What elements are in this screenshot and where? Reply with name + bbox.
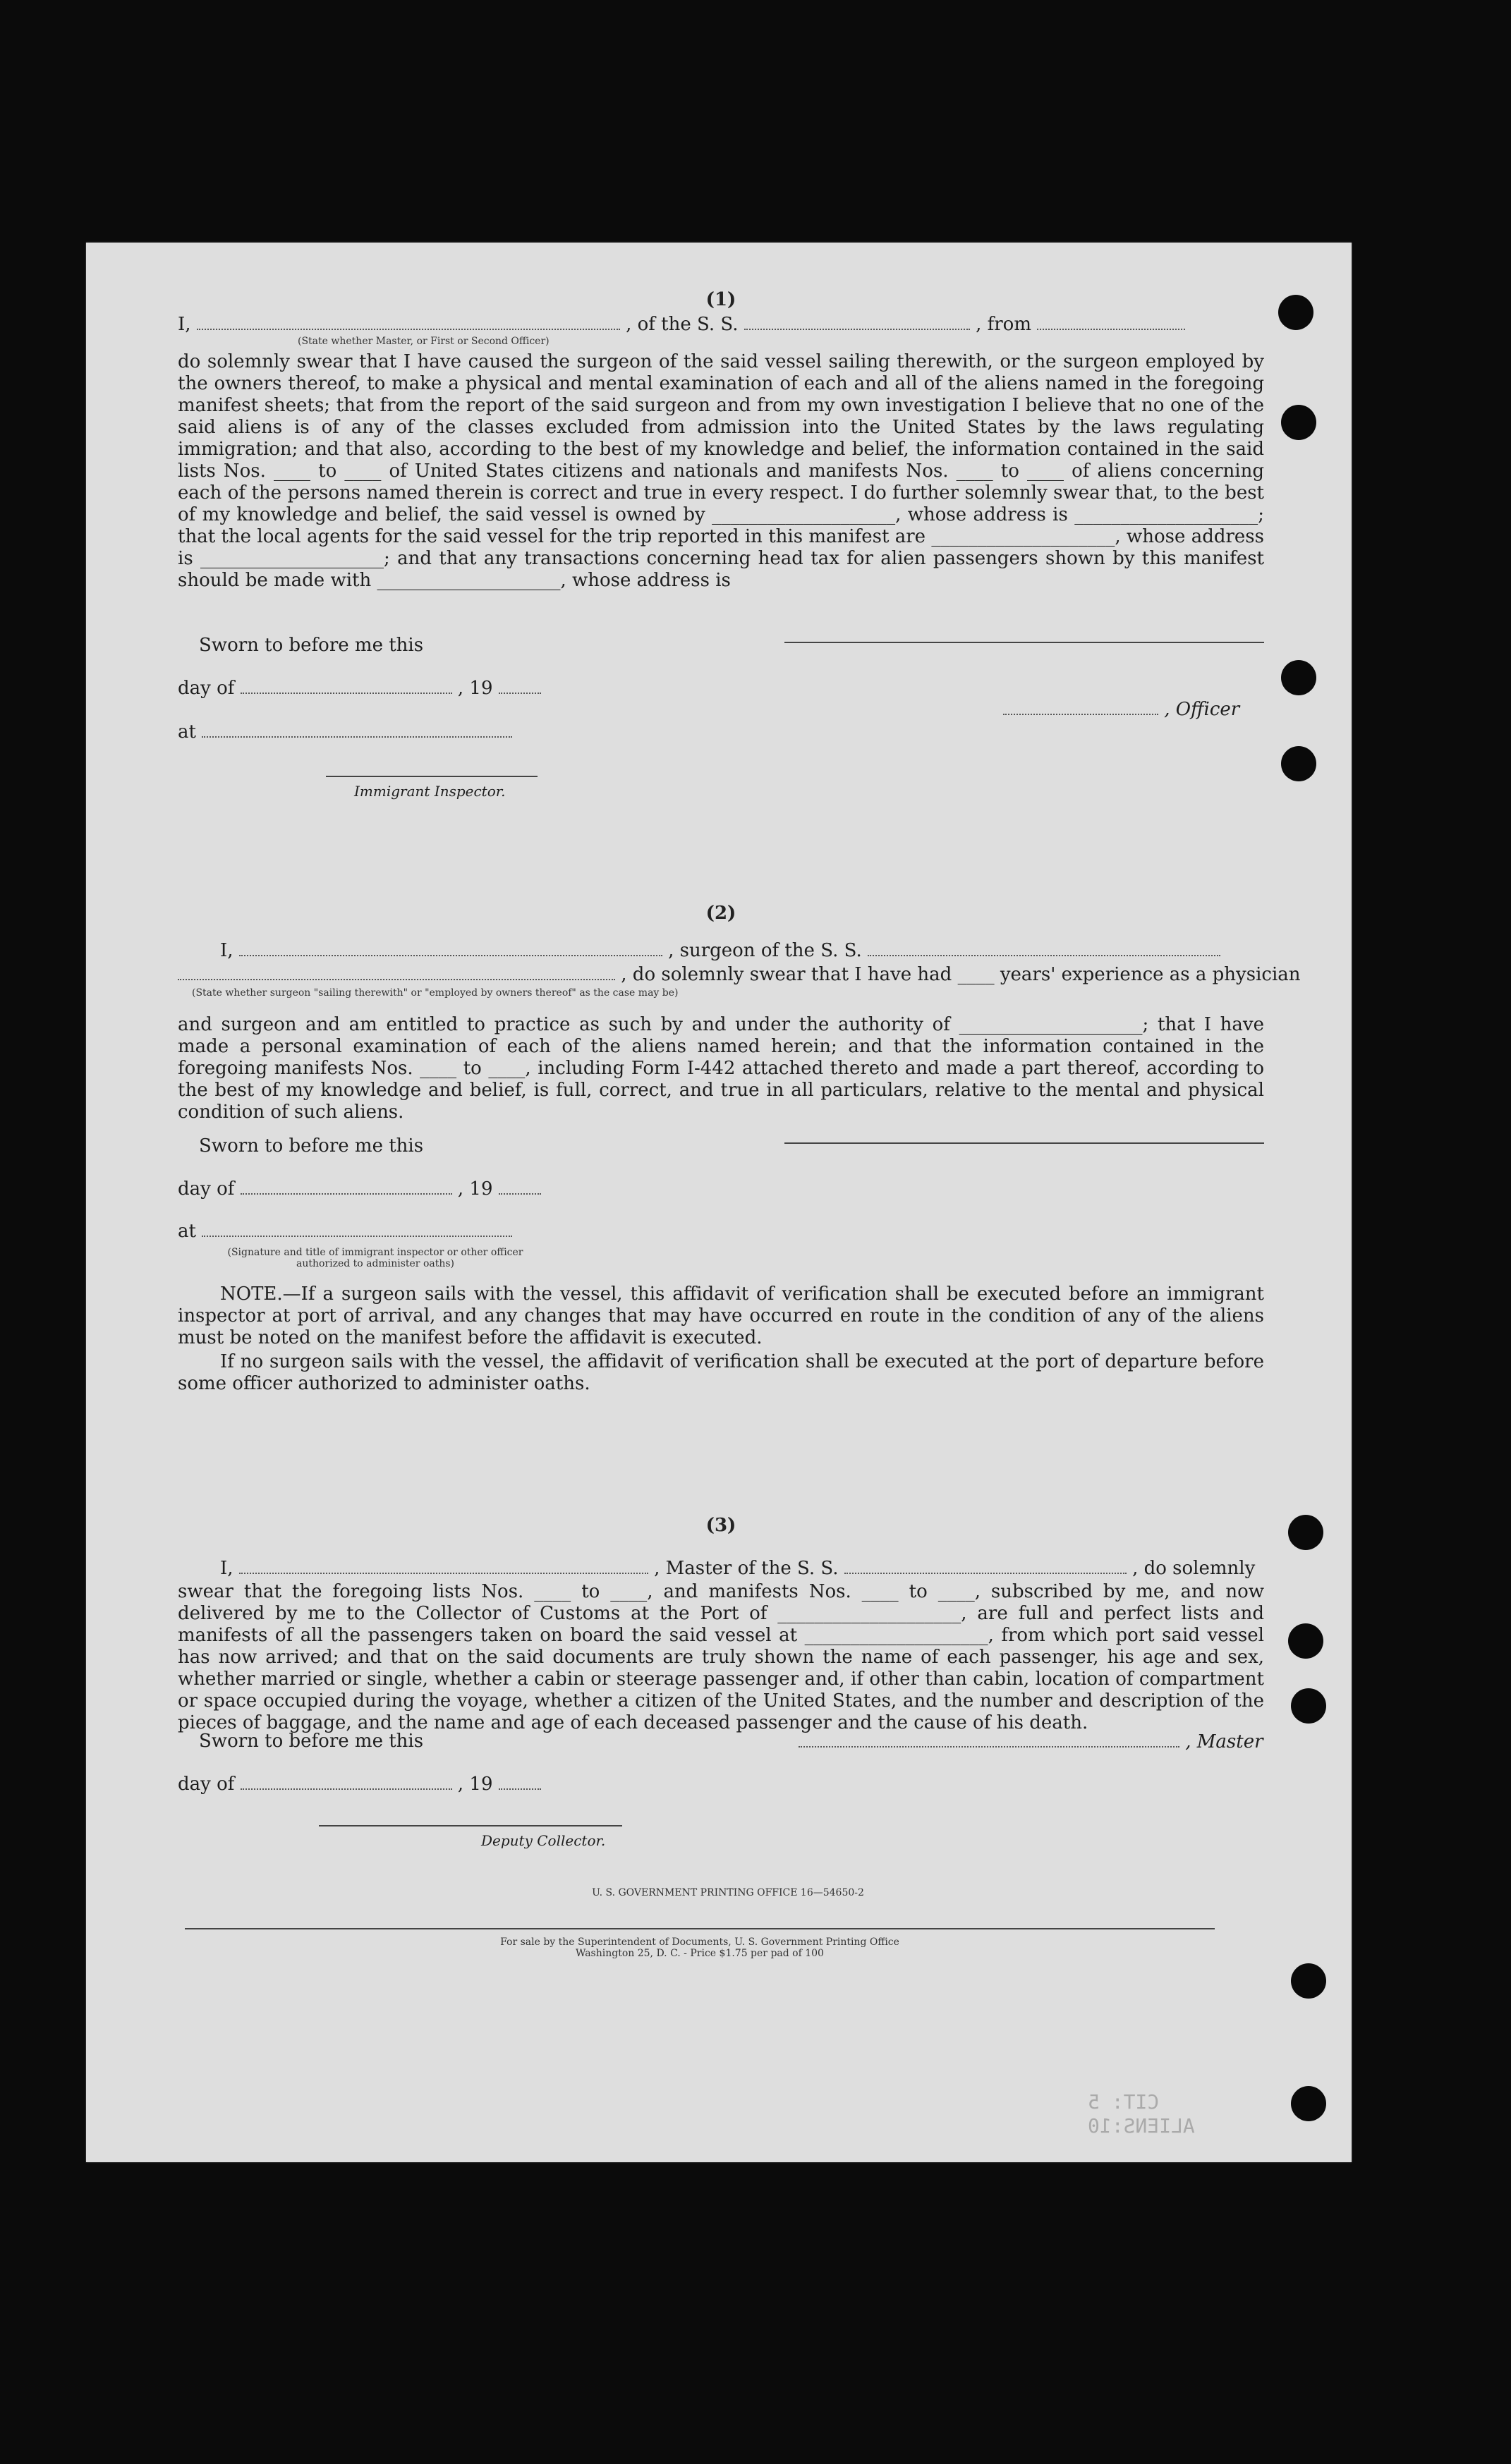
vessel-name-blank[interactable] xyxy=(744,313,970,330)
section-3-line1 xyxy=(220,1557,1255,1579)
binder-hole xyxy=(1291,2086,1326,2121)
day-of-3-label: day of xyxy=(178,1774,235,1795)
gpo-line: U. S. GOVERNMENT PRINTING OFFICE 16—54650-2 xyxy=(592,1887,864,1898)
note-1: NOTE.—If a surgeon sails with the vessel, this affidavit of verification shall be executed before an immigrant inspector at port of arrival, and any changes that may have occurred en route in the condition of any of the aliens must be noted on the manifest before the affidavit is executed. xyxy=(178,1283,1264,1348)
year-3-label: , 19 xyxy=(457,1774,493,1795)
surgeon-label: , surgeon of the S. S. xyxy=(668,940,862,961)
binder-hole xyxy=(1288,1515,1323,1550)
bleed-cit: CIT: 5 xyxy=(1088,2090,1160,2114)
surgeon-name-blank[interactable] xyxy=(239,939,662,956)
binder-hole xyxy=(1291,1963,1326,1999)
sale-line-2: Washington 25, D. C. - Price $1.75 per pad of 100 xyxy=(576,1948,824,1959)
i-label-2: I, xyxy=(220,940,233,961)
i-label-3: I, xyxy=(220,1558,233,1579)
surgeon-status-blank[interactable] xyxy=(178,963,615,980)
collector-rule xyxy=(319,1825,622,1826)
officer-1-label: , Officer xyxy=(1164,699,1240,720)
binder-hole xyxy=(1278,295,1313,330)
officer-name-blank[interactable] xyxy=(197,313,620,330)
master-vessel-blank[interactable] xyxy=(844,1557,1127,1574)
master-name-blank[interactable] xyxy=(239,1557,648,1574)
day-of-1-label: day of xyxy=(178,678,235,699)
inspector-rule xyxy=(326,776,538,777)
sig-note: (Signature and title of immigrant inspector or other officer authorized to administer oaths) xyxy=(227,1247,523,1269)
section-1-line1-note: (State whether Master, or First or Second Officer) xyxy=(298,336,550,347)
day-of-2 xyxy=(178,1178,541,1200)
at-2-blank[interactable] xyxy=(202,1220,512,1237)
section-2-line2 xyxy=(178,963,1301,985)
year-1-label: , 19 xyxy=(457,678,493,699)
at-2 xyxy=(178,1220,512,1242)
experience-label: , do solemnly swear that I have had ____ years' experience as a physician xyxy=(621,964,1301,985)
binder-hole xyxy=(1291,1688,1326,1724)
sworn-2 xyxy=(199,1135,423,1157)
officer-1-blank[interactable] xyxy=(1003,698,1158,715)
manifest-page xyxy=(86,243,1352,2162)
binder-hole xyxy=(1288,1623,1323,1659)
master-ss-label: , Master of the S. S. xyxy=(654,1558,839,1579)
section-1-line1 xyxy=(178,313,1185,335)
day-of-3-blank[interactable] xyxy=(241,1773,452,1790)
year-2-blank[interactable] xyxy=(499,1178,541,1195)
footer-rule xyxy=(185,1928,1215,1929)
collector-label: Deputy Collector. xyxy=(481,1832,606,1849)
day-of-1-blank[interactable] xyxy=(241,677,452,694)
binder-hole xyxy=(1281,660,1316,695)
at-1 xyxy=(178,721,512,743)
master-signature-blank[interactable] xyxy=(799,1731,1179,1748)
section-3 xyxy=(178,1515,1264,2008)
sworn-1-right-rule xyxy=(784,642,1264,643)
at-1-blank[interactable] xyxy=(202,721,512,738)
section-1-body: do solemnly swear that I have caused the surgeon of the said vessel sailing therewith, or the surgeon employed by the owners thereof, to make a physical and mental examination of each and all of the aliens named in the foregoing manifest sheets; that from the report of the said surgeon and from my own investigation I believe that no one of the said aliens is of any of the classes excluded from admission into the United States by the laws regulating immigration; and that also, according to the best of my knowledge and belief, the information contained in the said lists Nos. ____ to ____ of United States citizens and nationals and manifests Nos. ____ to ____ of aliens concerning each of the persons named therein is correct and true in every respect. I do further solemnly swear that, to the best of my knowledge and belief, the said vessel is owned by ____________________, whose address is ____________________; that the local agents for the said vessel for the trip reported in this manifest are ____________________, whose address is ____________________; and that any transactions concerning head tax for alien passengers shown by this manifest should be made with ____________________, whose address is xyxy=(178,351,1264,591)
binder-hole xyxy=(1281,746,1316,781)
section-2-number: (2) xyxy=(705,903,736,924)
day-of-1 xyxy=(178,677,541,699)
master-label: , Master xyxy=(1185,1731,1263,1752)
from-label: , from xyxy=(976,314,1031,335)
sworn-3-label: Sworn to before me this xyxy=(199,1731,424,1752)
note-2: If no surgeon sails with the vessel, the affidavit of verification shall be executed at the port of departure before some officer authorized to administer oaths. xyxy=(178,1351,1264,1394)
i-label: I, xyxy=(178,314,191,335)
section-2-line2-note: (State whether surgeon "sailing therewith" or "employed by owners thereof" as the case may be) xyxy=(192,987,679,999)
sworn-3 xyxy=(199,1731,423,1752)
inspector-label: Immigrant Inspector. xyxy=(354,783,506,800)
section-3-number: (3) xyxy=(705,1515,736,1536)
sworn-2-label: Sworn to before me this xyxy=(199,1135,424,1157)
at-1-label: at xyxy=(178,721,196,743)
sworn-1 xyxy=(199,635,423,656)
surgeon-vessel-blank[interactable] xyxy=(868,939,1220,956)
section-2-body: and surgeon and am entitled to practice as such by and under the authority of ____________________; that I have made a personal examination of each of the aliens named herein; and that the information contained in the foregoing manifests Nos. ____ to ____, including Form I-442 attached thereto and made a part thereof, according to the best of my knowledge and belief, is full, correct, and true in all particulars, relative to the mental and physical condition of such aliens. xyxy=(178,1014,1264,1123)
day-of-3 xyxy=(178,1773,541,1795)
sworn-2-right-rule xyxy=(784,1142,1264,1144)
section-2-line1 xyxy=(220,939,1220,961)
day-of-2-blank[interactable] xyxy=(241,1178,452,1195)
section-1-number: (1) xyxy=(705,289,736,310)
at-2-label: at xyxy=(178,1221,196,1242)
sworn-1-label: Sworn to before me this xyxy=(199,635,424,656)
from-port-blank[interactable] xyxy=(1037,313,1185,330)
bleed-aliens: ALIENS:10 xyxy=(1088,2114,1195,2137)
do-solemnly-label: , do solemnly xyxy=(1132,1558,1256,1579)
master-signature xyxy=(799,1731,1263,1752)
year-2-label: , 19 xyxy=(457,1178,493,1200)
binder-hole xyxy=(1281,405,1316,440)
day-of-2-label: day of xyxy=(178,1178,235,1200)
ss-label: , of the S. S. xyxy=(626,314,739,335)
year-3-blank[interactable] xyxy=(499,1773,541,1790)
section-3-body: swear that the foregoing lists Nos. ____ to ____, and manifests Nos. ____ to ____, subscribed by me, and now delivered by me to the Collector of Customs at the Port of ____________________, are full and perfect lists and manifests of all the passengers taken on board the said vessel at ____________________, from which port said vessel has now arrived; and that on the said documents are truly shown the name of each passenger, his age and sex, whether married or single, whether a cabin or steerage passenger and, if other than cabin, location of compartment or space occupied during the voyage, whether a citizen of the United States, and the number and description of the pieces of baggage, and the name and age of each deceased passenger and the cause of his death. xyxy=(178,1581,1264,1733)
officer-1 xyxy=(1003,698,1239,720)
year-1-blank[interactable] xyxy=(499,677,541,694)
sale-line-1: For sale by the Superintendent of Documents, U. S. Government Printing Office xyxy=(500,1937,899,1948)
